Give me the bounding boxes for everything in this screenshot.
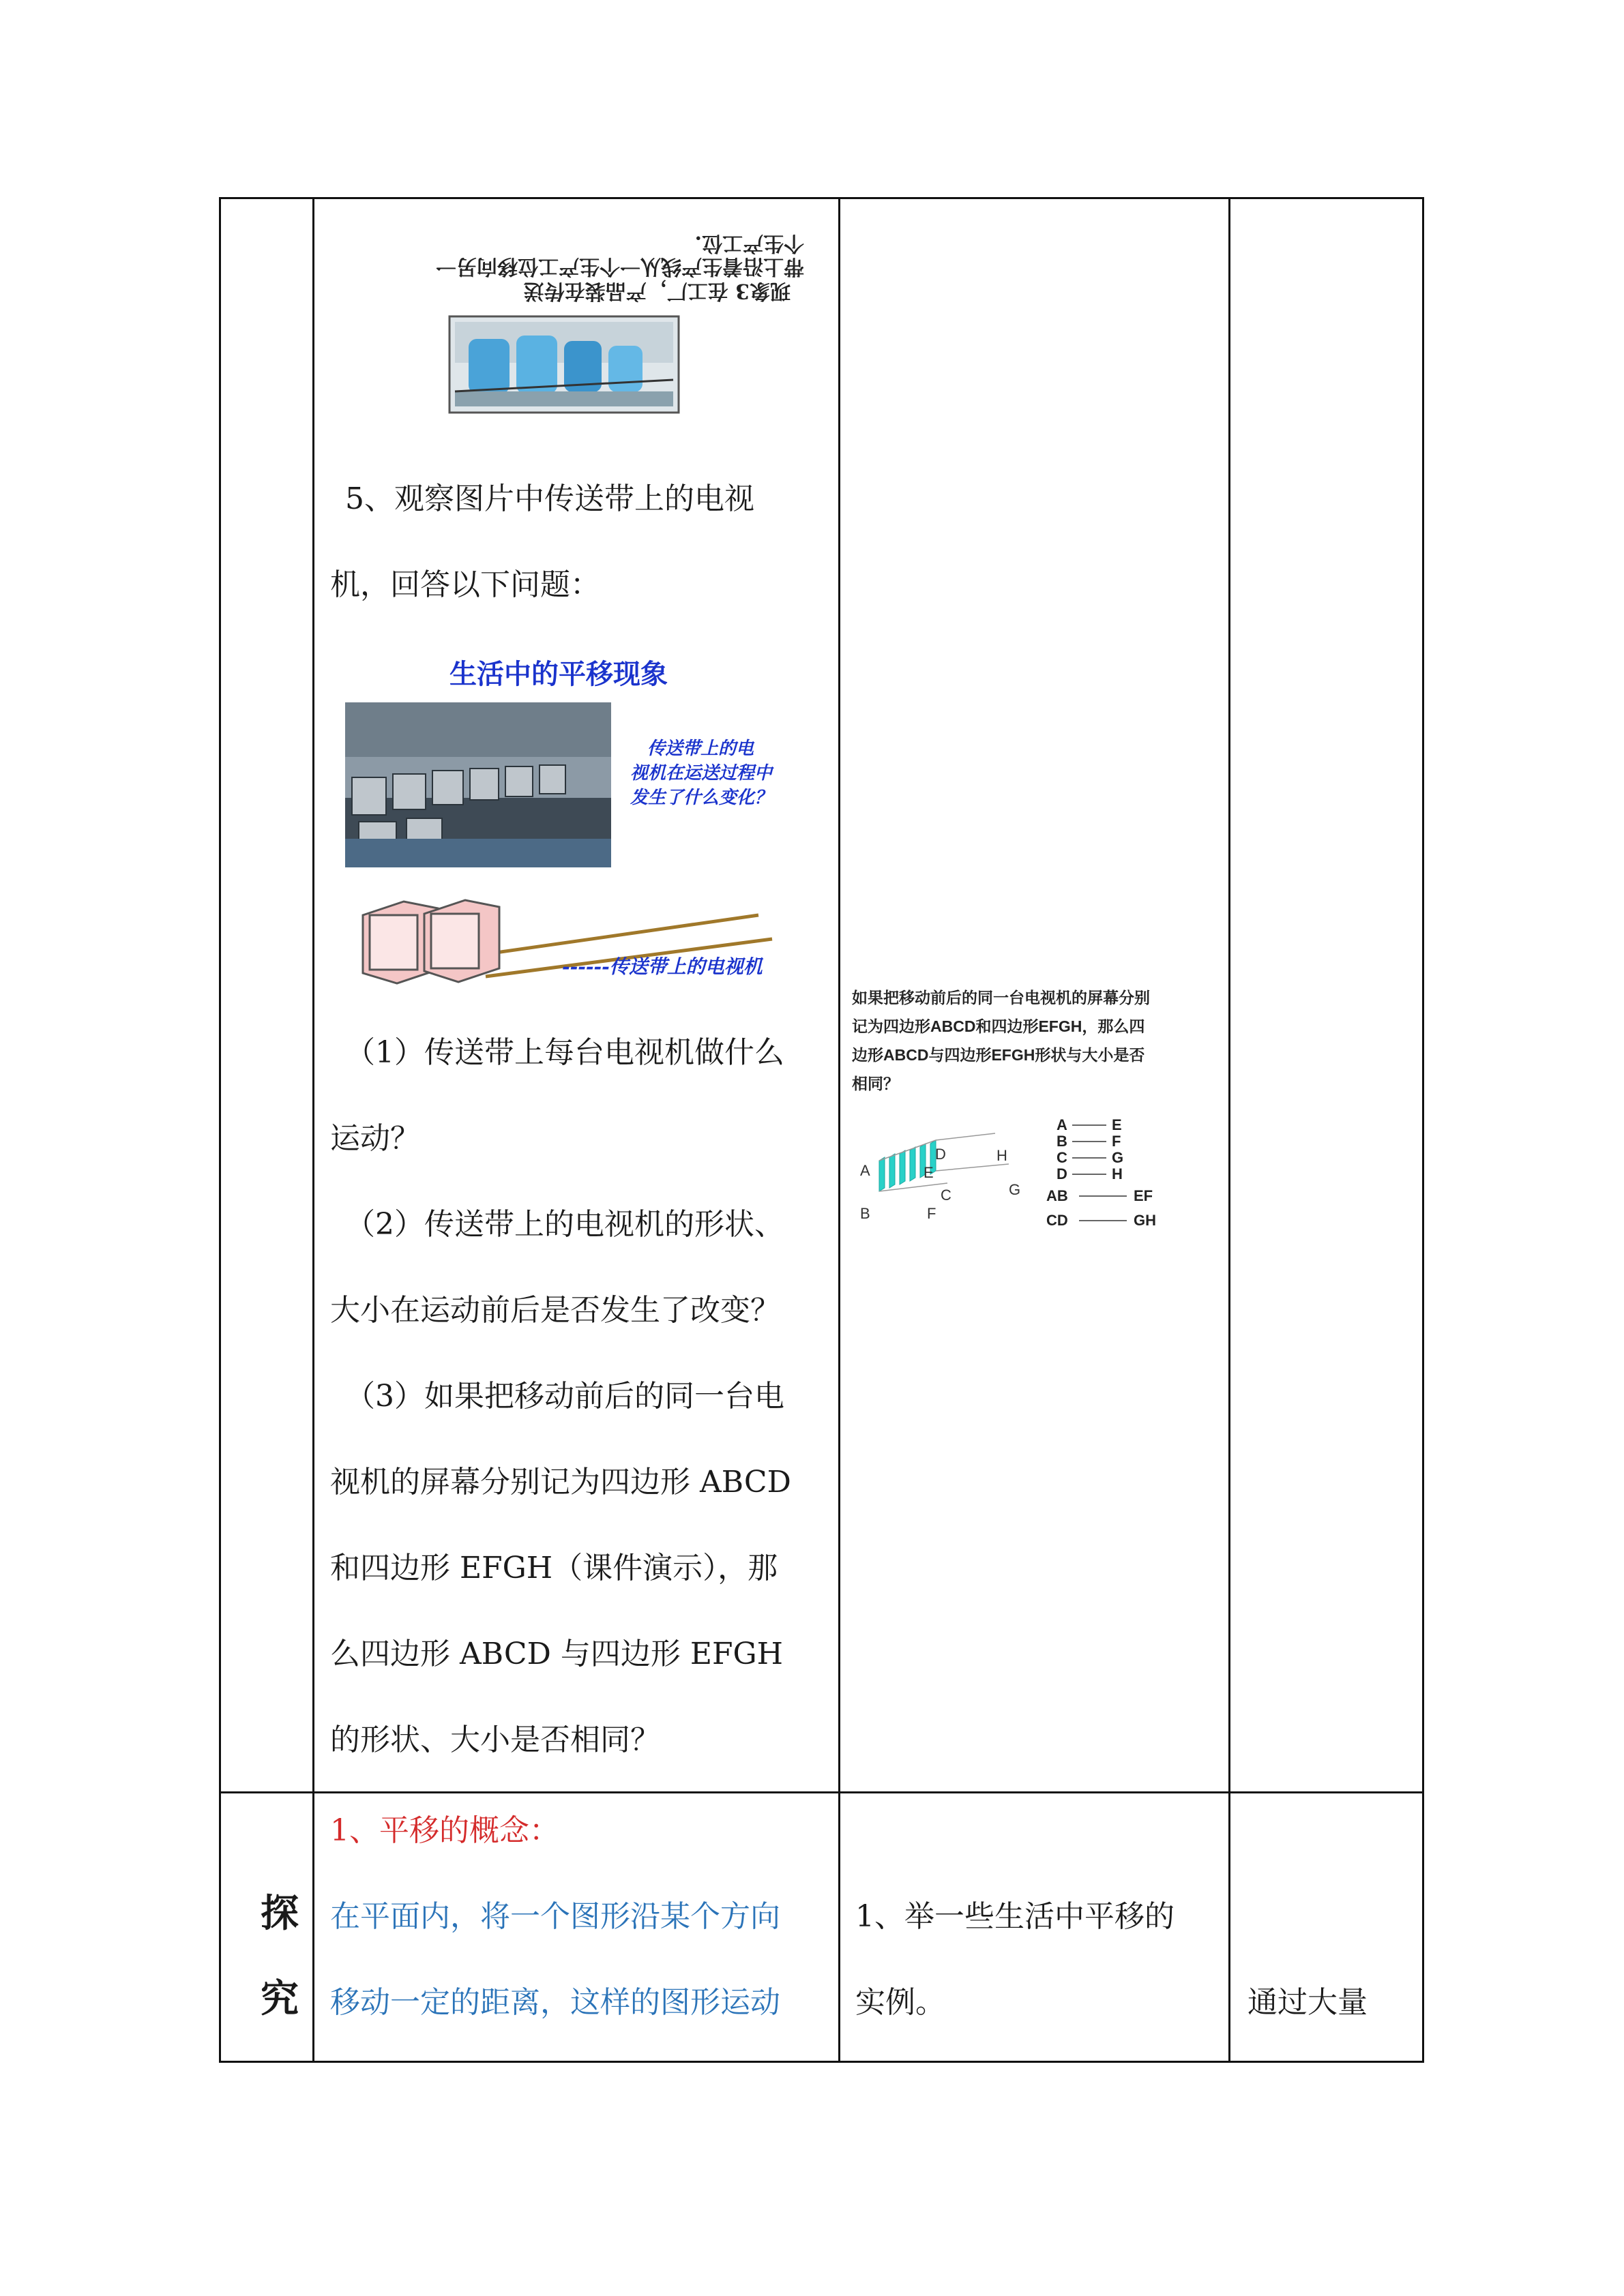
correspondence-list [1046,1116,1210,1253]
factory-conveyor-image [354,231,818,414]
row-divider [221,1791,1422,1793]
slide-snippet [852,983,1213,1242]
map-from-AB: AB [1046,1187,1068,1204]
map-from-A: A [1057,1116,1067,1133]
column-divider [312,199,314,2061]
point-B: B [860,1205,870,1222]
map-to-G: G [1112,1149,1124,1166]
point-D: D [935,1146,946,1163]
map-to-EF: EF [1134,1187,1153,1204]
q3-line4: 么四边形 ABCD 与四边形 EFGH [330,1637,783,1671]
image-note-line3: 发生了什么变化？ [630,788,773,808]
stage-label-char2: 究 [261,1976,299,2021]
point-A: A [860,1162,870,1179]
map-from-CD: CD [1046,1212,1068,1229]
map-from-B: B [1057,1133,1067,1150]
snippet-line1: 如果把移动前后的同一台电视机的屏幕分别 [852,989,1150,1007]
activity-line2: 实例。 [855,1985,945,2020]
q3-line5: 的形状、大小是否相同？ [330,1723,660,1757]
snippet-line4: 相同？ [852,1075,899,1092]
snippet-line3: 边形ABCD与四边形EFGH形状与大小是否 [852,1046,1145,1064]
map-arrow [1079,1220,1127,1221]
conveyor-photo [448,315,680,414]
q2-line2: 大小在运动前后是否发生了改变？ [330,1293,780,1328]
column-divider [1228,199,1230,2061]
point-C: C [941,1187,951,1204]
image-title: 生活中的平移现象 [449,659,668,690]
image-note-line1: 传送带上的电 [647,739,754,759]
tv-factory-photo [345,702,611,867]
mirrored-caption-line3: 个生产工位. [694,231,804,255]
concept-title: 1、平移的概念： [330,1813,559,1848]
q3-line3: 和四边形 EFGH（课件演示），那 [330,1551,778,1585]
map-from-D: D [1057,1165,1067,1182]
stage-label-char1: 探 [261,1891,299,1936]
mirrored-caption-line2: 带上沿着生产线从一个生产工位移向另一 [436,254,804,278]
q3-line1: （3）如果把移动前后的同一台电 [345,1379,784,1414]
q1-line1: （1）传送带上每台电视机做什么 [345,1035,784,1070]
map-arrow [1072,1174,1106,1175]
snippet-line2: 记为四边形ABCD和四边形EFGH，那么四 [852,1017,1145,1035]
map-from-C: C [1057,1149,1067,1166]
map-to-F: F [1112,1133,1121,1150]
map-arrow [1072,1124,1106,1126]
mirrored-caption-line1: 现象3 在工厂，产品装在传送 [523,279,791,303]
q5-intro-line1: 5、观察图片中传送带上的电视 [345,481,754,516]
intent-text: 通过大量 [1247,1985,1368,2020]
lesson-table [219,197,1424,2063]
map-to-GH: GH [1134,1212,1156,1229]
concept-line2: 移动一定的距离，这样的图形运动 [330,1985,780,2020]
image-note-line2: 视机在运送过程中 [630,763,773,784]
point-G: G [1009,1181,1021,1198]
q3-line2: 视机的屏幕分别记为四边形 ABCD [330,1465,791,1500]
activity-line1: 1、举一些生活中平移的 [855,1899,1175,1934]
q2-line1: （2）传送带上的电视机的形状、 [345,1207,784,1242]
column-divider [838,199,840,2061]
point-F: F [927,1205,936,1222]
map-to-E: E [1112,1116,1122,1133]
point-H: H [996,1147,1007,1164]
map-arrow [1079,1195,1127,1197]
map-to-H: H [1112,1165,1123,1182]
point-E: E [924,1164,934,1181]
tv-caption: ------传送带上的电视机 [562,955,763,978]
concept-line1: 在平面内，将一个图形沿某个方向 [330,1899,780,1934]
q5-intro-line2: 机，回答以下问题： [330,567,600,602]
map-arrow [1072,1157,1106,1159]
q1-line2: 运动？ [330,1121,420,1156]
map-arrow [1072,1141,1106,1142]
